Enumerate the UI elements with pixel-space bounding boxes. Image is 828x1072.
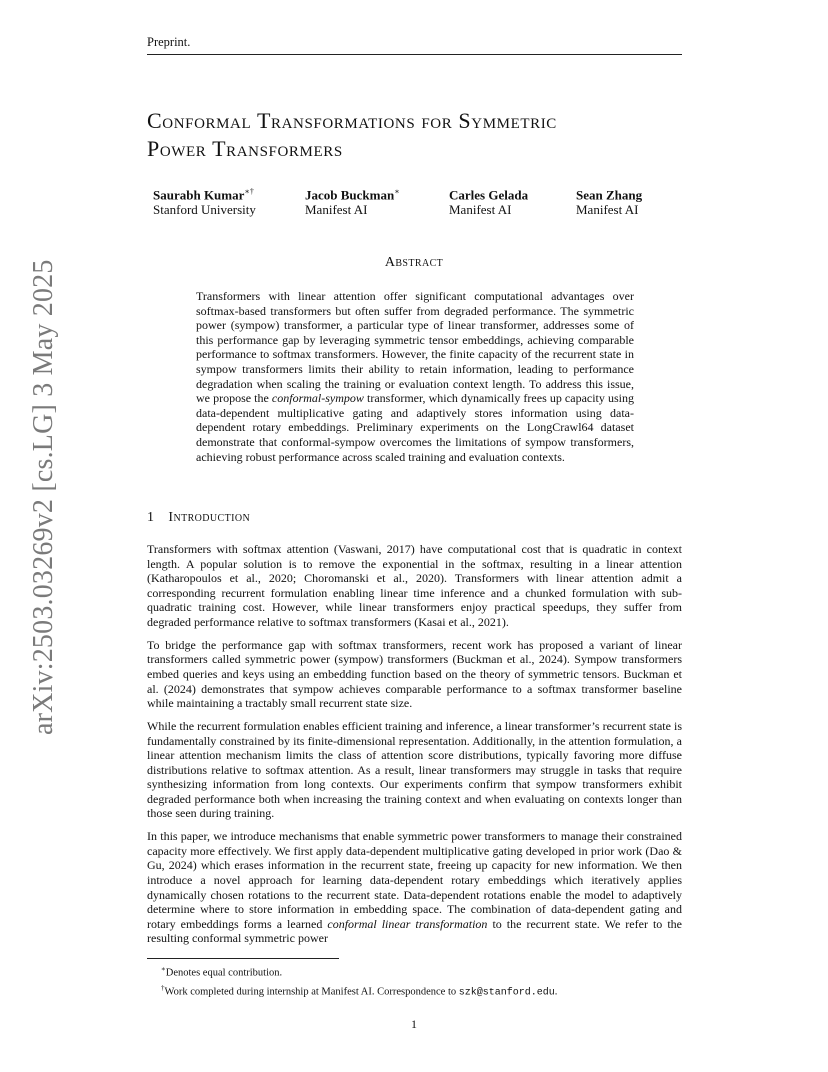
author-affiliation: Manifest AI bbox=[449, 202, 512, 218]
author-affiliation: Stanford University bbox=[153, 202, 256, 218]
paragraph: While the recurrent formulation enables efficient training and inference, a linear transformer’s recurrent state is fundamentally constrained by its finite-dimensional representation. Additionally, in the attention formulation, a linear attention mechanism limits the class of attention score distributions, typically favoring more diffuse distributions relative to softmax attention. As a result, linear transformers may struggle in tasks that require synthesizing information from long contexts. Our experiments confirm that sympow transformers exhibit degraded performance both when increasing the training context and when evaluating on contexts longer than those seen during training. bbox=[147, 718, 682, 821]
paragraph: In this paper, we introduce mechanisms that enable symmetric power transformers to manage their constrained capacity more effectively. We first apply data-dependent multiplicative gating developed in prior work (Dao & Gu, 2024) which erases information in the recurrent state, freeing up capacity for new information. We then introduce a novel approach for learning data-dependent rotary embeddings which iteratively applies dynamically chosen rotations to the recurrent state. Data-dependent rotations enable the model to adaptively determine where to store information in embedding space. The combination of data-dependent gating and rotary embeddings forms a learned conformal linear transformation to the recurrent state. We refer to the resulting conformal symmetric power bbox=[147, 829, 682, 946]
author-block bbox=[305, 184, 400, 217]
email-link[interactable]: szk@stanford.edu bbox=[458, 987, 555, 998]
running-header-label: Preprint. bbox=[147, 35, 191, 49]
author-footnote-mark: ∗† bbox=[244, 187, 254, 196]
introduction-body bbox=[147, 542, 682, 954]
author-name: Saurabh Kumar∗† bbox=[153, 187, 254, 203]
abstract-heading: Abstract bbox=[384, 255, 444, 270]
paragraph-emphasis: conformal linear transformation bbox=[327, 916, 488, 931]
running-header bbox=[147, 35, 682, 55]
paragraph: To bridge the performance gap with softmax transformers, recent work has proposed a variant of linear transformers called symmetric power (sympow) transformers (Buckman et al., 2024). Sympow transformers embed queries and keys using an embedding function based on the theory of symmetric tensors. Buckman et al. (2024) demonstrates that sympow achieves comparable performance to a softmax transformer baseline while maintaining a tractably small recurrent state size. bbox=[147, 637, 682, 711]
author-block bbox=[449, 184, 528, 217]
abstract-text: Transformers with linear attention offer significant computational advantages over softmax-based transformers but often suffer from degraded performance. The symmetric power (sympow) transformer, a particular type of linear transformer, addresses some of this performance gap by leveraging symmetric tensor embeddings, achieving comparable performance to softmax transformers. However, the finite capacity of the recurrent state in sympow transformers limits their ability to retain information, leading to performance degradation when scaling the training or evaluation context length. To address this issue, we propose the conformal-sympow transformer, which dynamically frees up capacity using data-dependent multiplicative gating and adaptively stores information using data-dependent rotary embeddings. Preliminary experiments on the LongCrawl64 dataset demonstrate that conformal-sympow overcomes the limitations of sympow transformers, achieving robust performance across scaled training and evaluation contexts. bbox=[196, 289, 634, 464]
footnote: †Work completed during internship at Manifest AI. Correspondence to szk@stanford.edu. bbox=[161, 983, 558, 998]
footnote: ∗Denotes equal contribution. bbox=[161, 965, 283, 979]
section-heading-introduction bbox=[147, 510, 250, 526]
author-name: Jacob Buckman∗ bbox=[305, 187, 400, 203]
paper-title bbox=[147, 107, 687, 163]
page-number: 1 bbox=[411, 1017, 417, 1031]
paragraph: Transformers with softmax attention (Vaswani, 2017) have computational cost that is quadratic in context length. A popular solution is to remove the exponential in the softmax, resulting in a linear attention (Katharopoulos et al., 2020; Choromanski et al., 2020). Transformers with linear attention admit a corresponding recurrent formulation enabling linear time inference and a chunked formulation with sub-quadratic training cost. However, while linear transformers enjoy practical speedups, they suffer from degraded performance relative to softmax transformers (Kasai et al., 2021). bbox=[147, 542, 682, 629]
paper-title-line-2: Power Transformers bbox=[147, 136, 343, 161]
section-title: Introduction bbox=[168, 510, 251, 525]
section-number: 1 bbox=[147, 510, 155, 525]
paper-title-line-1: Conformal Transformations for Symmetric bbox=[147, 108, 557, 133]
abstract-emphasis: conformal-sympow bbox=[271, 391, 364, 406]
arxiv-stamp-text: arXiv:2503.03269v2 [cs.LG] 3 May 2025 bbox=[28, 259, 59, 735]
author-name: Sean Zhang bbox=[576, 187, 643, 203]
author-block bbox=[576, 184, 642, 217]
author-affiliation: Manifest AI bbox=[305, 202, 368, 218]
author-affiliation: Manifest AI bbox=[576, 202, 639, 218]
footnotes bbox=[147, 962, 682, 1000]
author-name: Carles Gelada bbox=[449, 187, 529, 203]
footnote-divider bbox=[147, 958, 339, 959]
author-footnote-mark: ∗ bbox=[394, 187, 400, 196]
author-block bbox=[153, 184, 256, 217]
